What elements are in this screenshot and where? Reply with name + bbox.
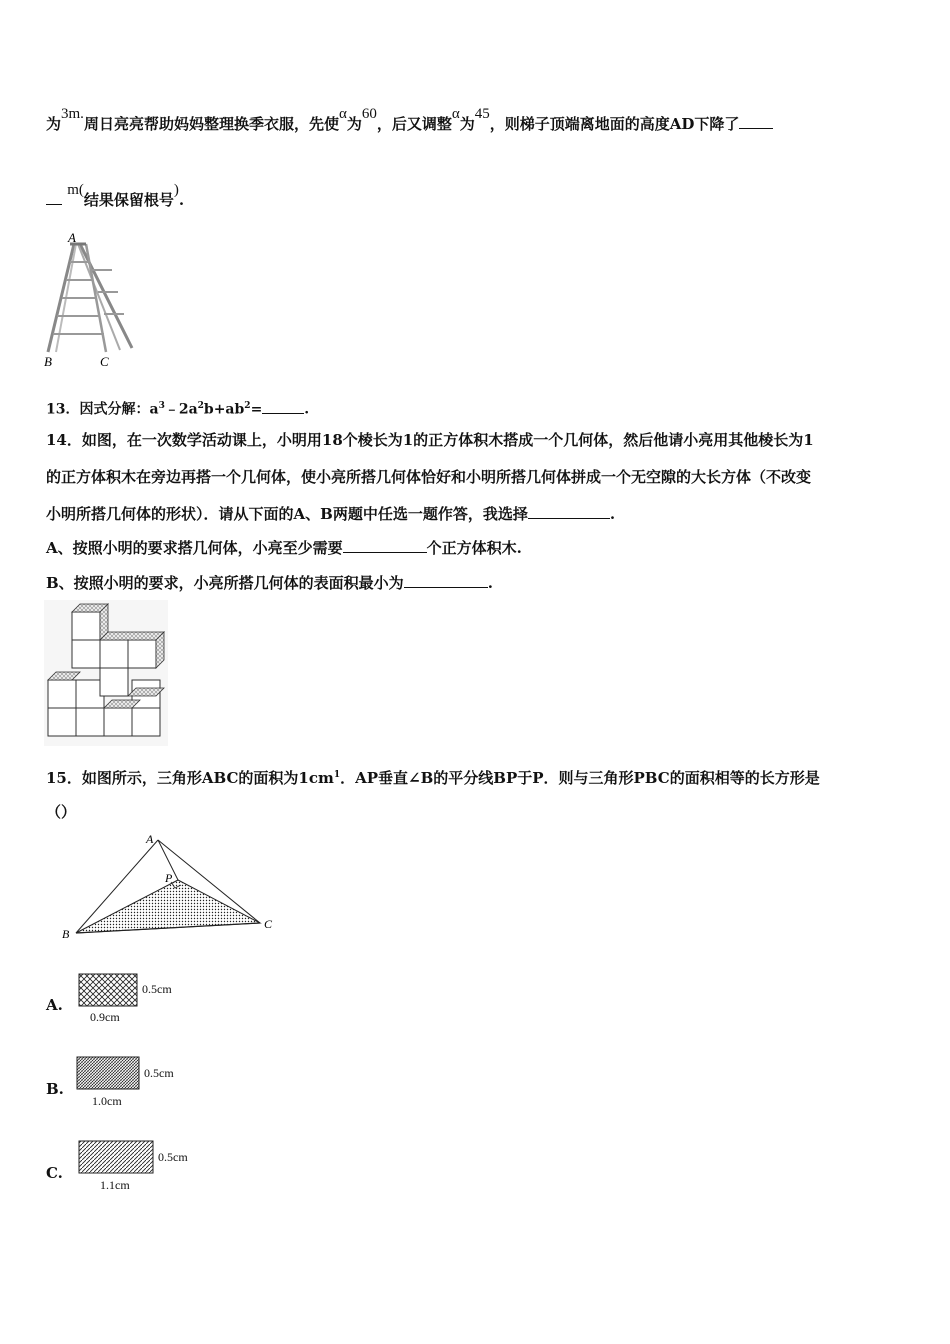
q12-line1: [46, 106, 773, 135]
q15-line1: [46, 765, 820, 788]
q14-line3: [46, 504, 615, 524]
option-a-height: 0.5cm: [142, 982, 172, 996]
option-b-height: 0.5cm: [144, 1066, 174, 1080]
q13-line: [46, 396, 309, 420]
q14-line1: 14．如图，在一次数学活动课上，小明用18个棱长为1的正方体积木搭成一个几何体，然后他请小亮用其他棱长为1: [46, 431, 814, 449]
q12-text: ，则梯子顶端离地面的高度AD下降了: [489, 115, 740, 133]
exponent: 2: [197, 401, 204, 411]
q15-line2: （）: [46, 803, 77, 821]
cube-stack-figure: [44, 600, 168, 746]
period: .: [609, 505, 616, 523]
answer-blank[interactable]: [404, 573, 488, 588]
q12-text: 为: [346, 115, 362, 133]
q14-option-b: [46, 573, 493, 593]
q13-text: =: [250, 401, 263, 418]
q15-text: ．AP垂直∠B的平分线BP于P．则与三角形PBC的面积相等的长方形是: [340, 769, 820, 787]
period: .: [304, 401, 310, 418]
answer-blank[interactable]: [46, 190, 62, 205]
option-c-height: 0.5cm: [158, 1150, 188, 1164]
angle-45: 45: [474, 106, 490, 122]
q12-text: 周日亮亮帮助妈妈整理换季衣服，先使: [83, 115, 339, 133]
option-a-rectangle[interactable]: [78, 973, 140, 1009]
answer-blank[interactable]: [528, 504, 610, 519]
q13-text: ﹣2a: [164, 401, 198, 418]
option-b-label[interactable]: B.: [46, 1080, 64, 1098]
option-b-width: 1.0cm: [92, 1094, 122, 1108]
triangle-label-p: P: [165, 871, 173, 885]
exponent: 1: [333, 770, 341, 780]
q12-length: 3m.: [61, 106, 84, 122]
triangle-label-b: B: [62, 927, 70, 941]
q12-text: 为: [459, 115, 475, 133]
answer-blank[interactable]: [262, 399, 304, 414]
exponent: 3: [158, 401, 165, 411]
exponent: 2: [244, 401, 251, 411]
q12-text: ，后又调整: [376, 115, 452, 133]
q14-text: A、按照小明的要求搭几何体，小亮至少需要: [46, 539, 343, 557]
q14-text: 小明所搭几何体的形状）．请从下面的A、B两题中任选一题作答，我选择: [46, 505, 528, 523]
alpha-symbol: α: [338, 106, 347, 122]
option-b-rectangle[interactable]: [76, 1056, 142, 1092]
triangle-figure: [58, 830, 288, 942]
triangle-label-c: C: [264, 917, 273, 931]
option-c-width: 1.1cm: [100, 1178, 130, 1192]
unit-m: m(: [67, 182, 84, 198]
q12-text: 为: [46, 115, 62, 133]
q15-text: 15．如图所示，三角形ABC的面积为1cm: [46, 769, 334, 787]
option-c-label[interactable]: C.: [46, 1164, 63, 1182]
option-c-rectangle[interactable]: [78, 1140, 156, 1176]
angle-60: 60: [361, 106, 377, 122]
ladder-label-a: A: [68, 230, 76, 245]
q12-line2: [46, 182, 185, 211]
paren: ): [173, 182, 179, 198]
q13-text: b+ab: [203, 401, 245, 418]
ladder-figure: [40, 230, 150, 370]
q14-text: B、按照小明的要求，小亮所搭几何体的表面积最小为: [46, 574, 404, 592]
alpha-symbol: α: [451, 106, 460, 122]
triangle-label-a: A: [146, 832, 154, 846]
answer-blank[interactable]: [343, 538, 427, 553]
option-a-width: 0.9cm: [90, 1010, 120, 1024]
q14-text: 个正方体积木.: [426, 539, 522, 557]
q12-text: 结果保留根号: [83, 191, 174, 209]
q14-line2: 的正方体积木在旁边再搭一个几何体，使小亮所搭几何体恰好和小明所搭几何体拼成一个无空隙的大长方体（不改变: [46, 468, 812, 486]
q14-option-a: [46, 538, 522, 558]
ladder-label-b: B: [44, 354, 52, 369]
period: .: [178, 191, 185, 209]
answer-blank[interactable]: [739, 114, 773, 129]
q13-text: 13．因式分解：a: [46, 401, 159, 418]
period: .: [487, 574, 493, 592]
option-a-label[interactable]: A.: [46, 996, 63, 1014]
ladder-label-c: C: [100, 354, 109, 369]
